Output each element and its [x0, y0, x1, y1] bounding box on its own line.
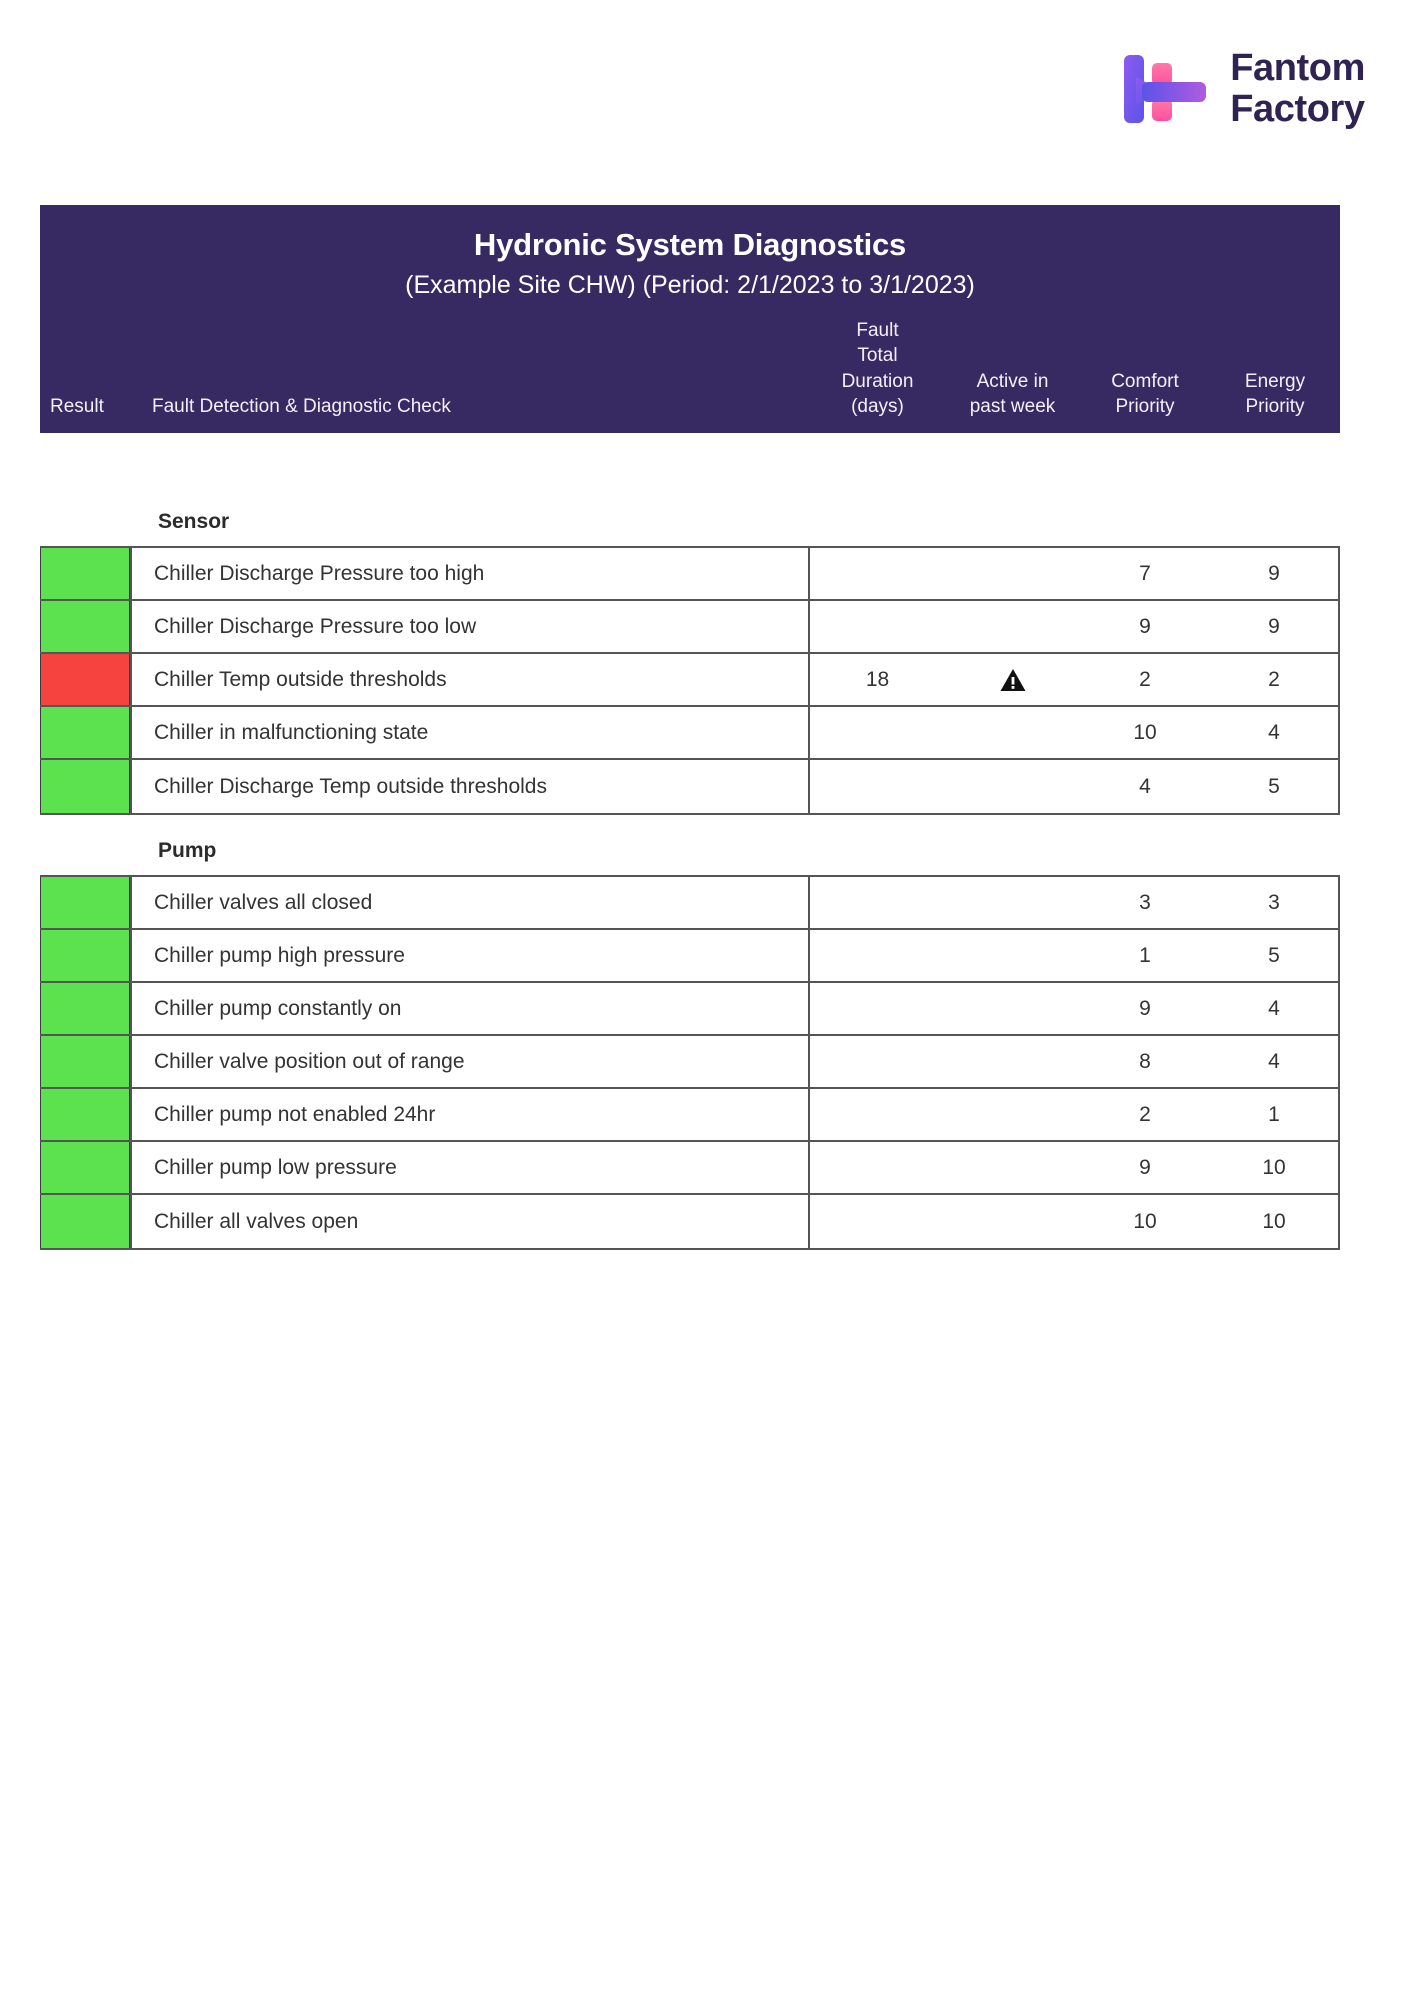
table-row[interactable]: [40, 877, 1340, 930]
energy-priority-cell: 3: [1210, 877, 1340, 928]
fault-duration-cell: [810, 1195, 945, 1248]
comfort-priority-cell: 2: [1139, 667, 1151, 691]
comfort-priority-cell: 9: [1139, 996, 1151, 1020]
check-name-cell: Chiller pump low pressure: [130, 1142, 810, 1193]
result-cell: [40, 1195, 130, 1248]
status-badge-ok: [40, 1036, 130, 1087]
comfort-priority-cell: 10: [1133, 720, 1157, 744]
brand-wordmark: [1230, 48, 1365, 130]
active-past-week-cell: [945, 707, 1080, 758]
check-name-cell: Chiller pump not enabled 24hr: [130, 1089, 810, 1140]
status-badge-ok: [40, 1195, 130, 1248]
fault-duration-cell: [810, 983, 945, 1034]
fault-duration-cell: 18: [865, 667, 890, 691]
brand-line-2: Factory: [1230, 88, 1365, 131]
status-badge-ok: [40, 877, 130, 928]
fault-duration-cell: [810, 601, 945, 652]
result-cell: [40, 707, 130, 758]
column-header-duration: [810, 318, 945, 419]
energy-priority-cell: 9: [1210, 548, 1340, 599]
check-name-cell: Chiller pump constantly on: [130, 983, 810, 1034]
active-past-week-cell: [945, 1195, 1080, 1248]
check-name-cell: Chiller valve position out of range: [130, 1036, 810, 1087]
result-cell: [40, 654, 130, 705]
fault-duration-cell: [810, 707, 945, 758]
status-badge-ok: [40, 1142, 130, 1193]
active-past-week-cell: [945, 877, 1080, 928]
active-past-week-cell: [945, 1142, 1080, 1193]
active-past-week-cell: [945, 1036, 1080, 1087]
comfort-priority-cell: 10: [1133, 1209, 1157, 1233]
energy-priority-cell: 4: [1210, 983, 1340, 1034]
check-name-cell: Chiller all valves open: [130, 1195, 810, 1248]
check-name-cell: Chiller Discharge Pressure too low: [130, 601, 810, 652]
active-past-week-cell: [945, 601, 1080, 652]
brand-logo: [1122, 48, 1365, 130]
table-column-headers: [40, 300, 1340, 433]
table-row[interactable]: [40, 1195, 1340, 1248]
status-badge-ok: [40, 760, 130, 813]
table-row[interactable]: [40, 760, 1340, 813]
table-row[interactable]: [40, 930, 1340, 983]
status-badge-ok: [40, 707, 130, 758]
result-cell: [40, 1036, 130, 1087]
table-row[interactable]: [40, 548, 1340, 601]
warning-triangle-icon: [1000, 668, 1026, 692]
status-badge-ok: [40, 1089, 130, 1140]
section-label: Sensor: [158, 510, 230, 533]
active-past-week-cell: [945, 760, 1080, 813]
section-sensor: [40, 492, 1380, 815]
check-name-cell: Chiller Discharge Pressure too high: [130, 548, 810, 599]
result-cell: [40, 548, 130, 599]
section-label: Pump: [158, 839, 217, 862]
fault-duration-cell: [810, 930, 945, 981]
energy-priority-cell: 9: [1210, 601, 1340, 652]
check-name-cell: Chiller Temp outside thresholds: [130, 654, 810, 705]
result-cell: [40, 983, 130, 1034]
fault-duration-cell: [810, 548, 945, 599]
active-past-week-cell: [945, 548, 1080, 599]
energy-priority-cell: 1: [1210, 1089, 1340, 1140]
active-past-week-cell: [945, 983, 1080, 1034]
section-pump: [40, 821, 1380, 1250]
active-past-week-cell: [945, 654, 1080, 705]
energy-priority-cell: 10: [1210, 1195, 1340, 1248]
table-row[interactable]: [40, 1142, 1340, 1195]
result-cell: [40, 601, 130, 652]
energy-priority-cell: 10: [1210, 1142, 1340, 1193]
comfort-priority-cell: 7: [1139, 561, 1151, 585]
check-name-cell: Chiller pump high pressure: [130, 930, 810, 981]
column-header-active-line1: Active in: [976, 370, 1049, 392]
comfort-priority-cell: 2: [1139, 1102, 1151, 1126]
fault-duration-cell: [810, 877, 945, 928]
fault-duration-cell: [810, 1036, 945, 1087]
fault-duration-cell: [810, 1089, 945, 1140]
comfort-priority-cell: 9: [1139, 1155, 1151, 1179]
comfort-priority-cell: 4: [1139, 774, 1151, 798]
column-header-energy-line1: Energy: [1244, 370, 1306, 392]
column-header-active-line2: past week: [969, 395, 1056, 417]
energy-priority-cell: 4: [1210, 1036, 1340, 1087]
active-past-week-cell: [945, 1089, 1080, 1140]
table-row[interactable]: [40, 654, 1340, 707]
check-name-cell: Chiller valves all closed: [130, 877, 810, 928]
column-header-result: Result: [50, 395, 104, 417]
status-badge-ok: [40, 983, 130, 1034]
column-header-duration-line2: Total: [857, 345, 898, 367]
report-header: [40, 205, 1340, 433]
brand-line-1: Fantom: [1230, 47, 1365, 89]
table-row[interactable]: [40, 1036, 1340, 1089]
energy-priority-cell: 5: [1210, 930, 1340, 981]
check-name-cell: Chiller in malfunctioning state: [130, 707, 810, 758]
result-cell: [40, 877, 130, 928]
fault-duration-cell: [810, 760, 945, 813]
section-rows: [40, 875, 1340, 1250]
status-badge-ok: [40, 930, 130, 981]
result-cell: [40, 1089, 130, 1140]
diagnostics-sections: [40, 492, 1380, 1256]
column-header-energy-line2: Priority: [1245, 395, 1305, 417]
comfort-priority-cell: 8: [1139, 1049, 1151, 1073]
fantom-factory-logo-mark-icon: [1122, 51, 1208, 127]
result-cell: [40, 930, 130, 981]
check-name-cell: Chiller Discharge Temp outside thresholds: [130, 760, 810, 813]
energy-priority-cell: 4: [1210, 707, 1340, 758]
comfort-priority-cell: 9: [1139, 614, 1151, 638]
result-cell: [40, 1142, 130, 1193]
status-badge-ok: [40, 548, 130, 599]
energy-priority-cell: 2: [1210, 654, 1340, 705]
active-past-week-cell: [945, 930, 1080, 981]
comfort-priority-cell: 3: [1139, 890, 1151, 914]
page-subtitle: (Example Site CHW) (Period: 2/1/2023 to 3/1/2023): [405, 271, 975, 299]
table-row[interactable]: [40, 601, 1340, 654]
table-row[interactable]: [40, 1089, 1340, 1142]
table-row[interactable]: [40, 983, 1340, 1036]
column-header-comfort: [1080, 369, 1210, 420]
column-header-comfort-line2: Priority: [1115, 395, 1175, 417]
table-row[interactable]: [40, 707, 1340, 760]
column-header-energy: [1210, 369, 1340, 420]
page-title: Hydronic System Diagnostics: [473, 227, 907, 262]
comfort-priority-cell: 1: [1139, 943, 1151, 967]
status-badge-ok: [40, 601, 130, 652]
column-header-duration-line3: Duration: [841, 370, 914, 392]
status-badge-fail: [40, 654, 130, 705]
column-header-duration-line1: Fault: [856, 320, 899, 341]
column-header-check: Fault Detection & Diagnostic Check: [152, 395, 451, 417]
section-rows: [40, 546, 1340, 815]
column-header-duration-line4: (days): [851, 395, 904, 417]
energy-priority-cell: 5: [1210, 760, 1340, 813]
column-header-comfort-line1: Comfort: [1111, 370, 1179, 392]
result-cell: [40, 760, 130, 813]
fault-duration-cell: [810, 1142, 945, 1193]
column-header-active: [945, 369, 1080, 420]
